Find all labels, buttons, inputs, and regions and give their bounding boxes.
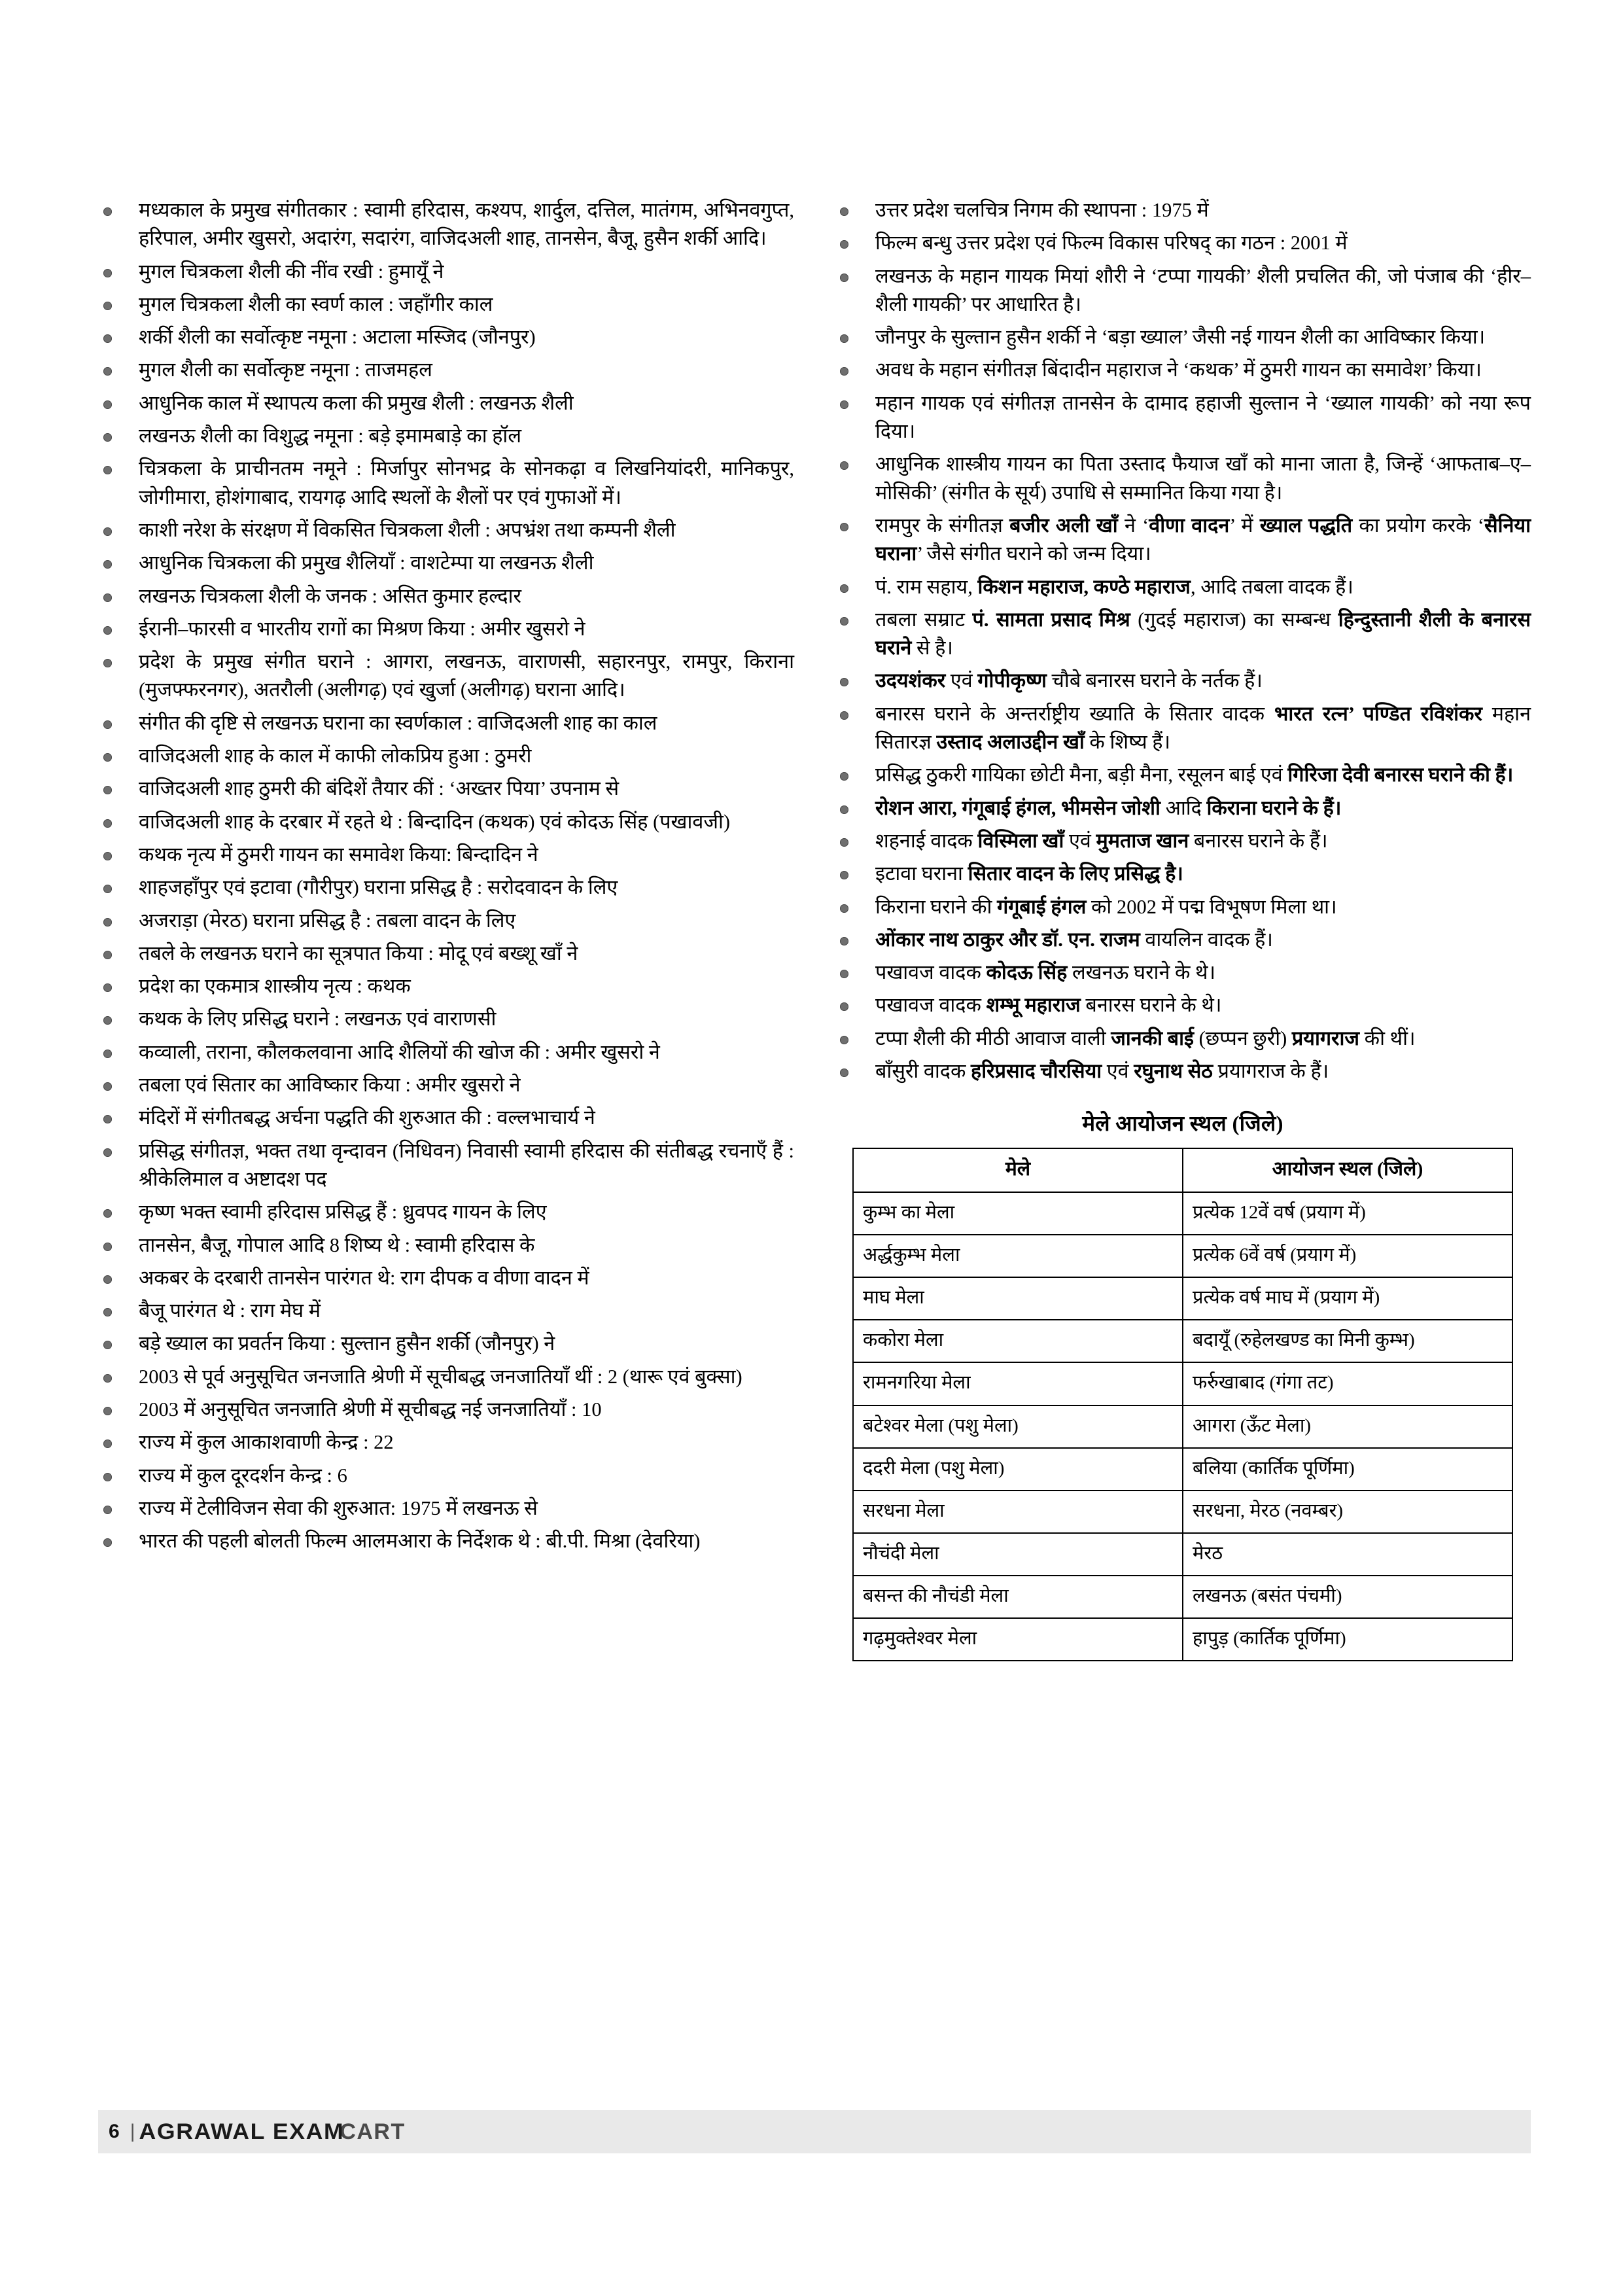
body-text: , आदि तबला वादक हैं। (1190, 575, 1353, 598)
list-item: महान गायक एवं संगीतज्ञ तानसेन के दामाद हहाजी सुल्तान ने ‘ख्याल गायकी’ को नया रूप दिया। (835, 389, 1531, 446)
body-text: बनारस घराने के हैं। (1189, 829, 1328, 852)
body-text: प्रयागराज के हैं। (1213, 1060, 1329, 1083)
table-row (853, 1491, 1512, 1533)
list-item: संगीत की दृष्टि से लखनऊ घराना का स्वर्णकाल : वाजिदअली शाह का काल (98, 709, 794, 737)
emphasis-text: किराना घराने के हैं। (1206, 796, 1342, 819)
list-item: काशी नरेश के संरक्षण में विकसित चित्रकला शैली : अपभ्रंश तथा कम्पनी शैली (98, 516, 794, 544)
cell-venue: बदायूँ (रुहेलखण्ड का मिनी कुम्भ) (1183, 1320, 1512, 1362)
emphasis-text: ख्याल पद्धति (1259, 514, 1353, 537)
list-item: शर्की शैली का सर्वोत्कृष्ट नमूना : अटाला मस्जिद (जौनपुर) (98, 323, 794, 351)
list-item: शाहजहाँपुर एवं इटावा (गौरीपुर) घराना प्रसिद्ध है : सरोदवादन के लिए (98, 874, 794, 902)
body-text: शहनाई वादक (875, 829, 978, 852)
list-item: प्रदेश का एकमात्र शास्त्रीय नृत्य : कथक (98, 972, 794, 1000)
list-item: 2003 से पूर्व अनुसूचित जनजाति श्रेणी में सूचीबद्ध जनजातियाँ थीं : 2 (थारू एवं बुक्सा) (98, 1363, 794, 1391)
list-item: मुगल चित्रकला शैली की नींव रखी : हुमायूँ ने (98, 258, 794, 286)
list-item (835, 991, 1531, 1019)
cell-venue: मेरठ (1183, 1533, 1512, 1576)
table-row (853, 1533, 1512, 1576)
list-item: प्रसिद्ध संगीतज्ञ, भक्त तथा वृन्दावन (निधिवन) निवासी स्वामी हरिदास की संतीबद्ध रचनाएँ हैं : श्रीकेलिमाल व अष्टादश पद (98, 1137, 794, 1194)
emphasis-text: हिन्दुस्तानी शैली के बनारस घराने (875, 608, 1531, 660)
body-text: तबला सम्राट (875, 608, 973, 631)
body-text: चौबे बनारस घराने के नर्तक हैं। (1046, 669, 1263, 692)
list-item: बैजू पारंगत थे : राग मेघ में (98, 1297, 794, 1325)
list-item: तबला एवं सितार का आविष्कार किया : अमीर खुसरो ने (98, 1071, 794, 1099)
emphasis-text: किशन महाराज, कण्ठे महाराज (977, 575, 1191, 598)
brand-sub: CART (340, 2119, 406, 2144)
body-text: को 2002 में पद्म विभूषण मिला था। (1086, 895, 1337, 918)
page-content (98, 196, 1531, 1661)
emphasis-text: विस्मिला खाँ (977, 829, 1064, 852)
list-item (835, 827, 1531, 855)
body-text: आदि (1160, 796, 1207, 819)
cell-mela-name: माघ मेला (853, 1277, 1183, 1320)
table-row (853, 1362, 1512, 1405)
right-bullet-list-rich (835, 512, 1531, 1086)
left-bullet-list (98, 196, 794, 1555)
list-item: कृष्ण भक्त स्वामी हरिदास प्रसिद्ध हैं : ध्रुवपद गायन के लिए (98, 1198, 794, 1226)
emphasis-text: सैनिया घराना (875, 514, 1531, 565)
list-item (835, 761, 1531, 789)
brand-main: AGRAWAL EXAM (139, 2119, 345, 2144)
cell-venue: प्रत्येक वर्ष माघ में (प्रयाग में) (1183, 1277, 1512, 1320)
emphasis-text: रोशन आरा, गंगूबाई हंगल, भीमसेन जोशी (875, 796, 1161, 819)
body-text: ’ में (1229, 514, 1260, 537)
list-item: चित्रकला के प्राचीनतम नमूने : मिर्जापुर सोनभद्र के सोनकढ़ा व लिखनियांदरी, मानिकपुर, जोगीमारा, होशंगाबाद, रायगढ़ आदि स्थलों के शैलों पर एवं गुफाओं में। (98, 455, 794, 512)
list-item (835, 1057, 1531, 1086)
list-item: अकबर के दरबारी तानसेन पारंगत थे: राग दीपक व वीणा वादन में (98, 1264, 794, 1292)
cell-mela-name: ककोरा मेला (853, 1320, 1183, 1362)
body-text: एवं (1064, 829, 1096, 852)
body-text: (छप्पन छुरी) (1193, 1027, 1292, 1050)
list-item: लखनऊ के महान गायक मियां शौरी ने ‘टप्पा गायकी’ शैली प्रचलित की, जो पंजाब की ‘हीर–शैली गायकी’ पर आधारित है। (835, 262, 1531, 319)
body-text: किराना घराने की (875, 895, 998, 918)
body-text: बाँसुरी वादक (875, 1060, 971, 1083)
cell-mela-name: बसन्त की नौचंडी मेला (853, 1576, 1183, 1618)
list-item: वाजिदअली शाह के दरबार में रहते थे : बिन्दादिन (कथक) एवं कोदऊ सिंह (पखावजी) (98, 808, 794, 836)
table-header-row (853, 1148, 1512, 1192)
list-item: कव्वाली, तराना, कौलकलवाना आदि शैलियों की खोज की : अमीर खुसरो ने (98, 1038, 794, 1067)
list-item (835, 794, 1531, 822)
body-text: पखावज वादक (875, 961, 986, 984)
cell-venue: आगरा (ऊँट मेला) (1183, 1405, 1512, 1448)
list-item: उत्तर प्रदेश चलचित्र निगम की स्थापना : 1975 में (835, 196, 1531, 224)
body-text: एवं (945, 669, 978, 692)
emphasis-text: ओंकार नाथ ठाकुर और डॉ. एन. राजम (875, 928, 1140, 951)
emphasis-text: हरिप्रसाद चौरसिया (971, 1060, 1102, 1083)
mela-table (852, 1148, 1513, 1661)
column-header-venue: आयोजन स्थल (जिले) (1183, 1148, 1512, 1192)
emphasis-text: गोपीकृष्ण (977, 669, 1047, 692)
right-bullet-list (835, 196, 1531, 507)
body-text: के शिष्य हैं। (1084, 731, 1171, 754)
table-row (853, 1405, 1512, 1448)
emphasis-text: प्रयागराज (1291, 1027, 1360, 1050)
cell-mela-name: कुम्भ का मेला (853, 1192, 1183, 1235)
table-body (853, 1192, 1512, 1661)
body-text: महान सितारज्ञ (875, 702, 1531, 754)
emphasis-text: मुमताज खान (1096, 829, 1189, 852)
body-text: का प्रयोग करके ‘ (1352, 514, 1484, 537)
emphasis-text: गंगूबाई हंगल (997, 895, 1087, 918)
list-item: अवध के महान संगीतज्ञ बिंदादीन महाराज ने ‘कथक’ में ठुमरी गायन का समावेश’ किया। (835, 356, 1531, 384)
list-item (835, 606, 1531, 663)
emphasis-text: कोदऊ सिंह (986, 961, 1068, 984)
list-item: जौनपुर के सुल्तान हुसैन शर्की ने ‘बड़ा ख्याल’ जैसी नई गायन शैली का आविष्कार किया। (835, 323, 1531, 351)
emphasis-text: भारत रत्न’ पण्डित रविशंकर (1274, 702, 1482, 725)
right-column (835, 196, 1531, 1661)
list-item: 2003 में अनुसूचित जनजाति श्रेणी में सूचीबद्ध नई जनजातियाँ : 10 (98, 1396, 794, 1424)
cell-mela-name: गढ़मुक्तेश्वर मेला (853, 1618, 1183, 1661)
emphasis-text: बजीर अली खाँ (1009, 514, 1118, 537)
column-header-mela: मेले (853, 1148, 1183, 1192)
list-item: तानसेन, बैजू, गोपाल आदि 8 शिष्य थे : स्वामी हरिदास के (98, 1231, 794, 1260)
list-item: लखनऊ शैली का विशुद्ध नमूना : बड़े इमामबाड़े का हॉल (98, 422, 794, 450)
emphasis-text: जानकी बाई (1111, 1027, 1194, 1050)
emphasis-text: पं. सामता प्रसाद मिश्र (972, 608, 1130, 631)
list-item: राज्य में कुल दूरदर्शन केन्द्र : 6 (98, 1462, 794, 1490)
body-text: एवं (1102, 1060, 1134, 1083)
emphasis-text: उस्ताद अलाउद्दीन खाँ (936, 731, 1085, 754)
list-item (835, 700, 1531, 757)
list-item: आधुनिक चित्रकला की प्रमुख शैलियाँ : वाशटेम्पा या लखनऊ शैली (98, 549, 794, 577)
cell-mela-name: अर्द्धकुम्भ मेला (853, 1235, 1183, 1277)
cell-mela-name: बटेश्वर मेला (पशु मेला) (853, 1405, 1183, 1448)
body-text: की थीं। (1359, 1027, 1416, 1050)
list-item: कथक के लिए प्रसिद्ध घराने : लखनऊ एवं वाराणसी (98, 1005, 794, 1033)
list-item: वाजिदअली शाह ठुमरी की बंदिशें तैयार कीं : ‘अख्तर पिया’ उपनाम से (98, 775, 794, 803)
body-text: ’ जैसे संगीत घराने को जन्म दिया। (916, 542, 1151, 565)
cell-mela-name: नौचंदी मेला (853, 1533, 1183, 1576)
body-text: रामपुर के संगीतज्ञ (875, 514, 1010, 537)
cell-venue: सरधना, मेरठ (नवम्बर) (1183, 1491, 1512, 1533)
table-title: मेले आयोजन स्थल (जिले) (1082, 1112, 1283, 1137)
body-text: ने ‘ (1117, 514, 1149, 537)
left-column (98, 196, 794, 1560)
table-row (853, 1576, 1512, 1618)
page-number: 6 (109, 2121, 120, 2142)
list-item: बड़े ख्याल का प्रवर्तन किया : सुल्तान हुसैन शर्की (जौनपुर) ने (98, 1330, 794, 1358)
emphasis-text: उदयशंकर (875, 669, 946, 692)
body-text: प्रसिद्ध ठुकरी गायिका छोटी मैना, बड़ी मैना, रसूलन बाई एवं (875, 764, 1288, 786)
list-item (835, 959, 1531, 987)
cell-venue: लखनऊ (बसंत पंचमी) (1183, 1576, 1512, 1618)
list-item: आधुनिक काल में स्थापत्य कला की प्रमुख शैली : लखनऊ शैली (98, 389, 794, 417)
list-item: मध्यकाल के प्रमुख संगीतकार : स्वामी हरिदास, कश्यप, शार्दुल, दत्तिल, मातंगम, अभिनवगुप्त, हरिपाल, अमीर खुसरो, अदारंग, सदारंग, वाजिदअली शाह, तानसेन, बैजू, हुसैन शर्की आदि। (98, 196, 794, 253)
brand-logo (139, 2119, 406, 2145)
cell-venue: बलिया (कार्तिक पूर्णिमा) (1183, 1448, 1512, 1491)
list-item (835, 893, 1531, 921)
list-item: तबले के लखनऊ घराने का सूत्रपात किया : मोदू एवं बख्शू खाँ ने (98, 940, 794, 968)
body-text: पखावज वादक (875, 994, 986, 1017)
body-text: बनारस घराने के अन्तर्राष्ट्रीय ख्याति के सितार वादक (875, 702, 1274, 725)
cell-venue: प्रत्येक 12वें वर्ष (प्रयाग में) (1183, 1192, 1512, 1235)
list-item: प्रदेश के प्रमुख संगीत घराने : आगरा, लखनऊ, वाराणसी, सहारनपुर, रामपुर, किराना (मुजफ्फरनगर), अतरौली (अलीगढ़) एवं खुर्जा (अलीगढ़) घराना आदि। (98, 648, 794, 705)
cell-venue: फर्रुखाबाद (गंगा तट) (1183, 1362, 1512, 1405)
emphasis-text: शम्भू महाराज (986, 994, 1081, 1017)
emphasis-text: गिरिजा देवी बनारस घराने की हैं। (1287, 764, 1514, 786)
table-row (853, 1618, 1512, 1661)
list-item: राज्य में कुल आकाशवाणी केन्द्र : 22 (98, 1428, 794, 1457)
cell-mela-name: सरधना मेला (853, 1491, 1183, 1533)
body-text: बनारस घराने के थे। (1080, 994, 1222, 1017)
list-item (835, 926, 1531, 954)
cell-mela-name: ददरी मेला (पशु मेला) (853, 1448, 1183, 1491)
list-item (835, 1025, 1531, 1053)
list-item: अजराड़ा (मेरठ) घराना प्रसिद्ध है : तबला वादन के लिए (98, 907, 794, 935)
mela-table-section (835, 1108, 1531, 1661)
list-item: राज्य में टेलीविजन सेवा की शुरुआत: 1975 में लखनऊ से (98, 1494, 794, 1523)
cell-mela-name: रामनगरिया मेला (853, 1362, 1183, 1405)
list-item: फिल्म बन्धु उत्तर प्रदेश एवं फिल्म विकास परिषद् का गठन : 2001 में (835, 229, 1531, 257)
body-text: से है। (911, 637, 953, 660)
footer-separator: | (130, 2121, 135, 2142)
emphasis-text: रघुनाथ सेठ (1134, 1060, 1213, 1083)
body-text: (गुदई महाराज) का सम्बन्ध (1130, 608, 1338, 631)
list-item (835, 860, 1531, 888)
cell-venue: प्रत्येक 6वें वर्ष (प्रयाग में) (1183, 1235, 1512, 1277)
list-item: भारत की पहली बोलती फिल्म आलमआरा के निर्देशक थे : बी.पी. मिश्रा (देवरिया) (98, 1527, 794, 1555)
list-item (835, 667, 1531, 695)
cell-venue: हापुड़ (कार्तिक पूर्णिमा) (1183, 1618, 1512, 1661)
list-item: ईरानी–फारसी व भारतीय रागों का मिश्रण किया : अमीर खुसरो ने (98, 615, 794, 643)
page-footer (98, 2110, 1531, 2153)
list-item: मुगल चित्रकला शैली का स्वर्ण काल : जहाँगीर काल (98, 291, 794, 319)
list-item: वाजिदअली शाह के काल में काफी लोकप्रिय हुआ : ठुमरी (98, 742, 794, 770)
table-row (853, 1277, 1512, 1320)
body-text: लखनऊ घराने के थे। (1067, 961, 1216, 984)
body-text: इटावा घराना (875, 862, 968, 885)
table-row (853, 1192, 1512, 1235)
list-item: लखनऊ चित्रकला शैली के जनक : असित कुमार हल्दार (98, 582, 794, 610)
body-text: पं. राम सहाय, (875, 575, 978, 598)
list-item: मंदिरों में संगीतबद्ध अर्चना पद्धति की शुरुआत की : वल्लभाचार्य ने (98, 1104, 794, 1132)
list-item (835, 573, 1531, 601)
emphasis-text: वीणा वादन (1149, 514, 1230, 537)
body-text: टप्पा शैली की मीठी आवाज वाली (875, 1027, 1111, 1050)
list-item: कथक नृत्य में ठुमरी गायन का समावेश किया: बिन्दादिन ने (98, 841, 794, 869)
body-text: वायलिन वादक हैं। (1140, 928, 1273, 951)
table-row (853, 1320, 1512, 1362)
emphasis-text: सितार वादन के लिए प्रसिद्ध है। (968, 862, 1183, 885)
list-item: आधुनिक शास्त्रीय गायन का पिता उस्ताद फैयाज खाँ को माना जाता है, जिन्हें ‘आफताब–ए–मोसिकी’ (संगीत के सूर्य) उपाधि से सम्मानित किया गया है। (835, 450, 1531, 507)
list-item (835, 512, 1531, 569)
table-head (853, 1148, 1512, 1192)
table-row (853, 1235, 1512, 1277)
table-row (853, 1448, 1512, 1491)
list-item: मुगल शैली का सर्वोत्कृष्ट नमूना : ताजमहल (98, 356, 794, 384)
